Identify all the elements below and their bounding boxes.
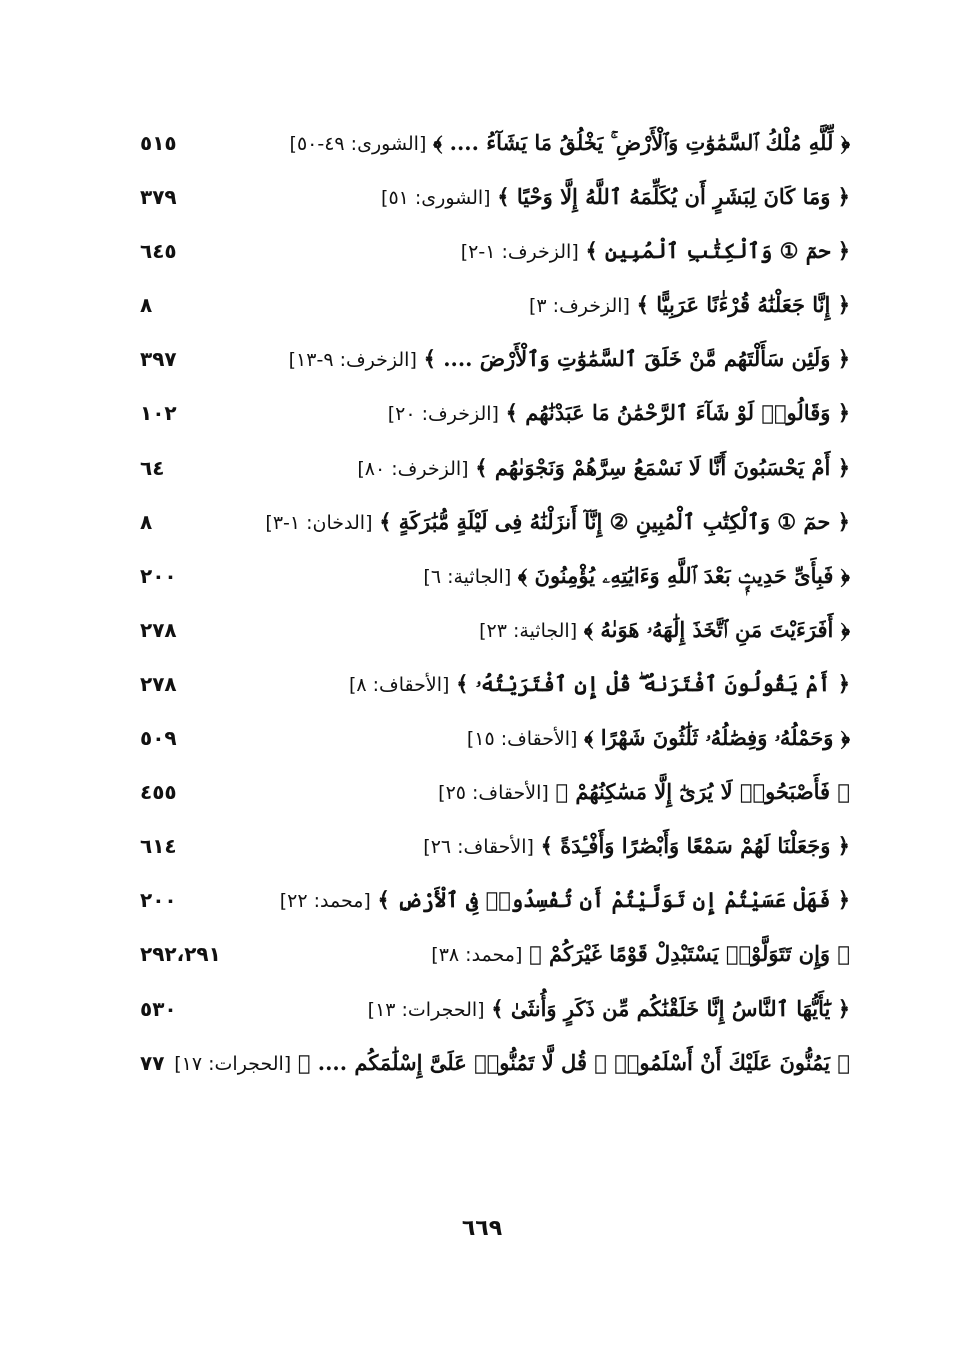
verse-reference: [محمد: ٢٢]: [279, 890, 371, 913]
verse-reference: [الأحقاف: ٢٦]: [423, 836, 534, 859]
index-row: [120, 767, 850, 821]
verse-reference: [الزخرف: ٣]: [528, 295, 630, 318]
verse-reference: [الأحقاف: ٢٥]: [438, 782, 549, 805]
page-reference: ٨: [140, 509, 153, 534]
page-reference: ٤٥٥: [140, 780, 177, 805]
page-reference: ٣٩٧: [140, 347, 177, 372]
verse-entry: [479, 613, 850, 648]
verse-entry: [349, 667, 850, 702]
verse-reference: [الزخرف: ٢٠]: [387, 403, 499, 426]
verse-text: ﴿ لِّلَّهِ مُلْكُ ٱلسَّمَٰوَٰتِ وَٱلْأَرْضِ ۚ يَخْلُقُ مَا يَشَآءُ .... ﴾: [433, 130, 850, 155]
verse-entry: [290, 126, 850, 161]
index-row: [120, 821, 850, 875]
index-row: [120, 280, 850, 334]
verse-reference: [الشورى: ٤٩-٥٠]: [289, 133, 427, 155]
verse-reference: [الحجرات: ١٧]: [174, 1052, 292, 1075]
verse-text: ﴿ حمٓ ① وَٱلْكِتَٰبِ ٱلْمُبِينِ ﴾: [585, 238, 850, 264]
verse-text: ﴿ وَإِن تَتَوَلَّوْا۟ يَسْتَبْدِلْ قَوْمًا غَيْرَكُمْ ﴾: [529, 941, 850, 967]
index-row: [120, 497, 850, 551]
page-reference: ٦٤٥: [140, 239, 177, 264]
index-row: [120, 551, 850, 605]
verse-entry: [368, 992, 850, 1027]
verse-text: ﴿ إِنَّا جَعَلْنَٰهُ قُرْءَٰنًا عَرَبِيًّا ﴾: [636, 292, 850, 318]
verse-reference: [الأحقاف: ٨]: [348, 673, 450, 696]
verse-reference: [محمد: ٣٨]: [431, 944, 523, 967]
verse-text: ﴿ أَمْ يَحْسَبُونَ أَنَّا لَا نَسْمَعُ سِرَّهُمْ وَنَجْوَىٰهُم ﴾: [475, 454, 850, 480]
page-reference: ٣٧٩: [140, 185, 177, 210]
verse-index-table: [120, 118, 850, 1092]
verse-text: ﴿ وَمَا كَانَ لِبَشَرٍ أَن يُكَلِّمَهُ ٱللَّهُ إِلَّا وَحْيًا ﴾: [497, 184, 850, 210]
verse-entry: [388, 396, 850, 431]
verse-entry: [461, 234, 850, 269]
verse-reference: [الجاثية: ٦]: [423, 565, 512, 588]
verse-entry: [467, 721, 850, 756]
page-reference: ٦٤: [140, 455, 165, 480]
index-row: [120, 659, 850, 713]
index-row: [120, 605, 850, 659]
index-row: [120, 443, 850, 497]
verse-text: ﴿ فَهَلْ عَسَيْتُمْ إِن تَوَلَّيْتُمْ أَن تُفْسِدُوا۟ فِى ٱلْأَرْضِ ﴾: [377, 887, 850, 913]
page-reference: ٥١٥: [140, 131, 177, 155]
verse-entry: [289, 342, 850, 377]
index-row: [120, 1038, 850, 1092]
verse-text: ﴿ فَأَصْبَحُوا۟ لَا يُرَىٰٓ إِلَّا مَسَٰكِنُهُمْ ﴾: [555, 779, 850, 805]
verse-text: ﴿ حمٓ ① وَٱلْكِتَٰبِ ٱلْمُبِينِ ② إِنَّآ أَنزَلْنَٰهُ فِى لَيْلَةٍ مُّبَٰرَكَةٍ ﴾: [379, 508, 850, 534]
verse-text: ﴿ وَجَعَلْنَا لَهُمْ سَمْعًا وَأَبْصَٰرًا وَأَفْـِٔدَةً ﴾: [540, 833, 850, 859]
verse-reference: [الدخان: ١-٣]: [265, 511, 373, 534]
verse-reference: [الزخرف: ٩-١٣]: [288, 349, 417, 372]
verse-text: ﴿ وَلَئِن سَأَلْتَهُم مَّنْ خَلَقَ ٱلسَّمَٰوَٰتِ وَٱلْأَرْضَ .... ﴾: [423, 346, 850, 372]
verse-reference: [الأحقاف: ١٥]: [466, 728, 578, 751]
index-row: [120, 172, 850, 226]
verse-entry: [280, 883, 850, 918]
page-reference: ٢٠٠: [140, 563, 177, 588]
page-reference: ١٠٢: [140, 401, 177, 426]
verse-text: ﴿ فَبِأَىِّ حَدِيثٍۭ بَعْدَ ٱللَّهِ وَءَايَٰتِهِۦ يُؤْمِنُونَ ﴾: [517, 562, 850, 588]
verse-entry: [529, 288, 850, 323]
page-reference: ٥٣٠: [140, 996, 177, 1021]
index-row: [120, 388, 850, 442]
page-number: ٦٦٩: [461, 1216, 503, 1241]
verse-reference: [الزخرف: ١-٢]: [460, 241, 579, 264]
page-reference: ٥٠٩: [140, 726, 177, 751]
verse-text: ﴿ يَمُنُّونَ عَلَيْكَ أَنْ أَسْلَمُوا۟ ۖ قُل لَّا تَمُنُّوا۟ عَلَىَّ إِسْلَٰمَكُم .... ﴾: [297, 1049, 850, 1075]
index-row: [120, 984, 850, 1038]
index-row: [120, 118, 850, 172]
verse-reference: [الحجرات: ١٣]: [367, 998, 485, 1021]
verse-entry: [174, 1046, 850, 1081]
verse-entry: [357, 451, 850, 486]
page-reference: ٨: [140, 293, 153, 318]
verse-entry: [423, 559, 850, 594]
page-reference: ٢٧٨: [140, 617, 177, 642]
verse-text: ﴿ وَحَمْلُهُۥ وَفِصَٰلُهُۥ ثَلَٰثُونَ شَهْرًا ﴾: [584, 725, 850, 751]
index-row: [120, 226, 850, 280]
page-reference: ٢٩٢،٢٩١: [140, 942, 221, 967]
page-reference: ٢٠٠: [140, 888, 177, 913]
page-reference: ٧٧: [140, 1050, 165, 1075]
index-row: [120, 334, 850, 388]
verse-text: ﴿ وَقَالُوا۟ لَوْ شَآءَ ٱلرَّحْمَٰنُ مَا عَبَدْنَٰهُم ﴾: [505, 400, 850, 426]
verse-text: ﴿ أَفَرَءَيْتَ مَنِ ٱتَّخَذَ إِلَٰهَهُۥ هَوَىٰهُ ﴾: [583, 616, 850, 642]
page-reference: ٢٧٨: [140, 671, 177, 696]
verse-entry: [438, 775, 850, 810]
verse-entry: [265, 505, 850, 540]
verse-reference: [الشورى: ٥١]: [381, 187, 491, 210]
index-row: [120, 929, 850, 983]
page-reference: ٦١٤: [140, 834, 177, 859]
index-row: [120, 713, 850, 767]
verse-text: ﴿ يَٰٓأَيُّهَا ٱلنَّاسُ إِنَّا خَلَقْنَٰكُم مِّن ذَكَرٍ وَأُنثَىٰ ﴾: [491, 995, 850, 1021]
verse-entry: [381, 180, 850, 215]
verse-reference: [الجاثية: ٢٣]: [479, 619, 578, 642]
verse-entry: [431, 937, 850, 972]
index-row: [120, 875, 850, 929]
verse-reference: [الزخرف: ٨٠]: [357, 457, 469, 480]
verse-entry: [423, 829, 850, 864]
verse-text: ﴿ أَمْ يَقُولُونَ ٱفْتَرَىٰهُ ۖ قُلْ إِنِ ٱفْتَرَيْتُهُۥ ﴾: [456, 670, 850, 696]
